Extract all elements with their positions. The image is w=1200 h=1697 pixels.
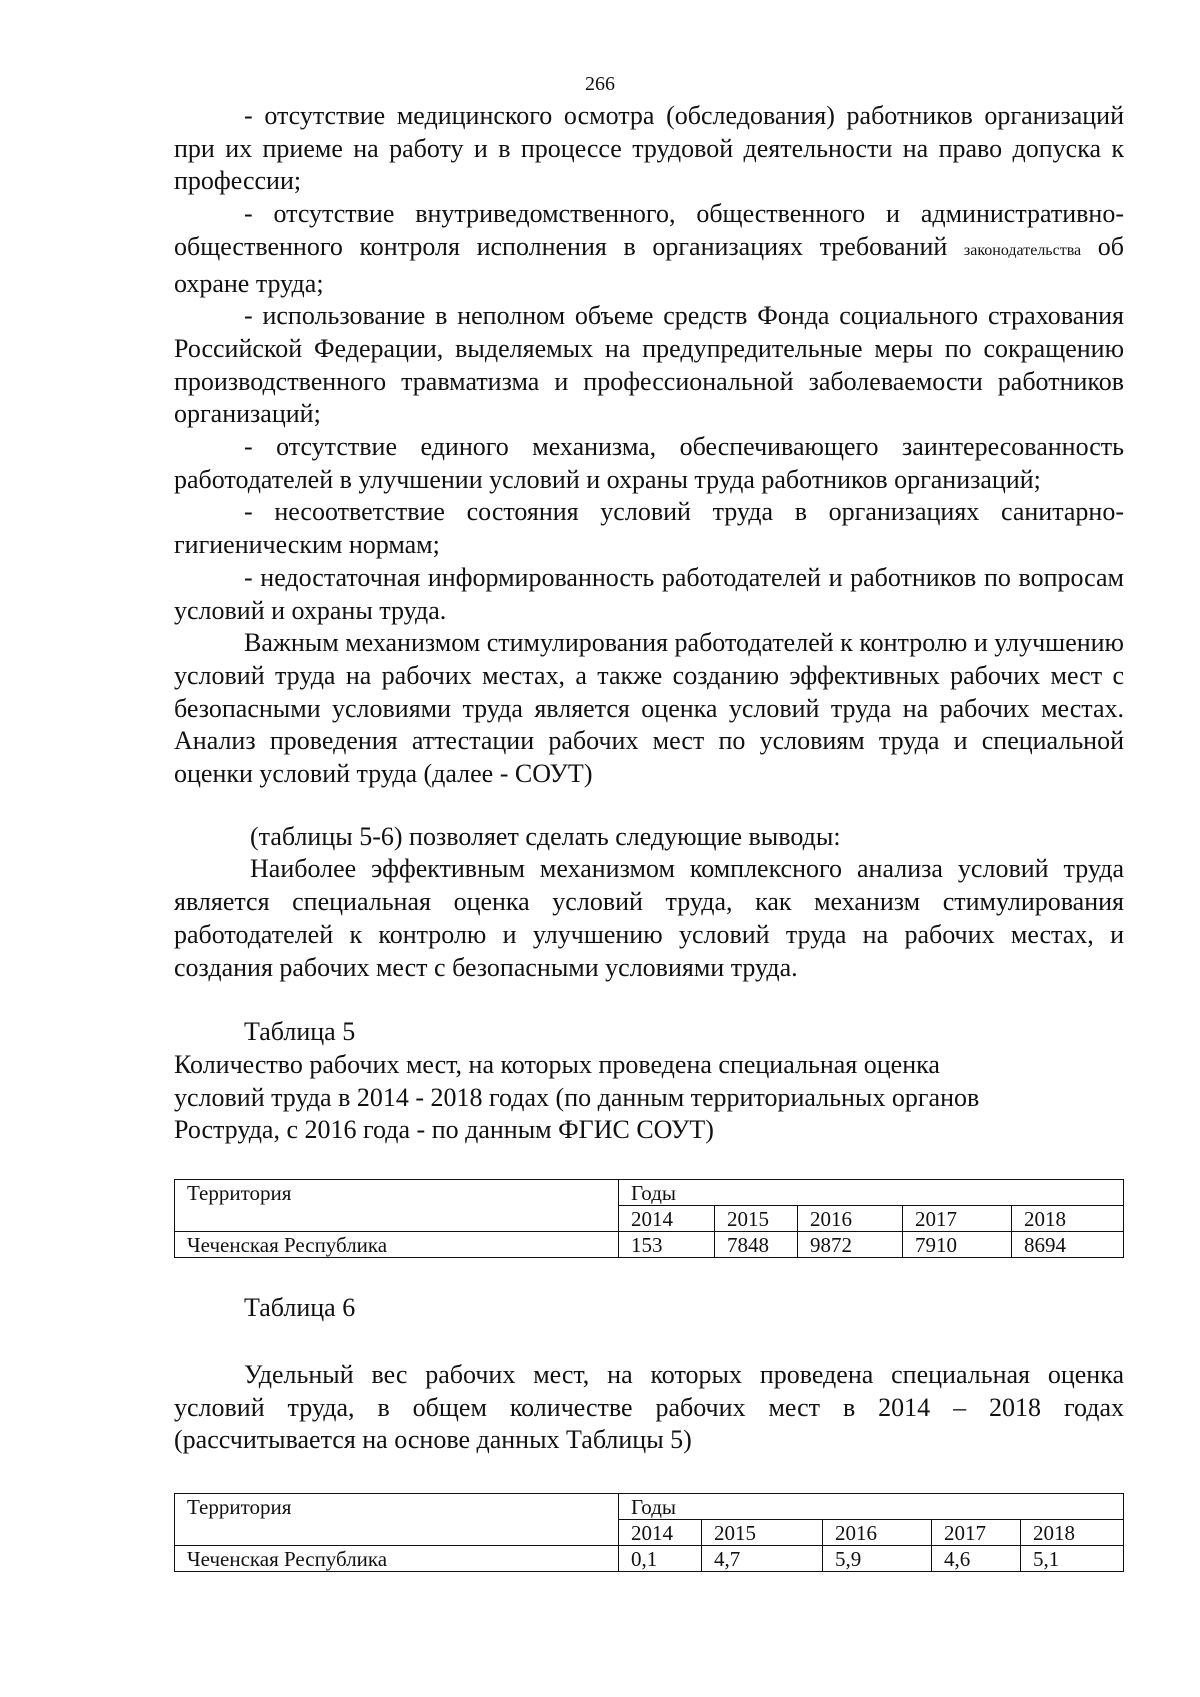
value-cell: 0,1 — [619, 1545, 702, 1571]
value-cell: 5,1 — [1021, 1545, 1124, 1571]
list-item: - использование в неполном объеме средств Фонда социального страхования Российской Федерации, выделяемых на предупредительные меры по сокращению производственного травматизма и профессиональной заболеваемости работников организаций; — [174, 301, 1124, 429]
list-item — [174, 198, 1124, 300]
value-cell: 4,6 — [932, 1545, 1021, 1571]
list-item: - отсутствие единого механизма, обеспечивающего заинтересованность работодателей в улучшении условий и охраны труда работников организаций; — [174, 432, 1124, 494]
row-territory: Чеченская Республика — [175, 1232, 619, 1258]
value-cell: 153 — [619, 1232, 715, 1258]
table6 — [174, 1493, 1124, 1572]
table5-caption — [174, 1049, 1124, 1147]
value-cell: 9872 — [798, 1232, 903, 1258]
year-cell: 2018 — [1021, 1519, 1124, 1545]
paragraph: (таблицы 5-6) позволяет сделать следующие выводы: — [250, 821, 841, 851]
caption-line: условий труда в 2014 - 2018 годах (по данным территориальных органов — [174, 1082, 980, 1112]
document-body — [174, 100, 1124, 1572]
list-item-text: - отсутствие внутриведомственного, общественного и административно-общественного контроля исполнения в организациях требований — [174, 199, 1124, 261]
caption-line: Количество рабочих мест, на которых проведена специальная оценка — [174, 1049, 940, 1079]
value-cell: 7848 — [715, 1232, 798, 1258]
list-item-text: об охране труда; — [174, 231, 1124, 298]
page-number: 266 — [585, 73, 615, 95]
value-cell: 8694 — [1012, 1232, 1124, 1258]
list-item: - отсутствие медицинского осмотра (обследования) работников организаций при их приеме на работу и в процессе трудовой деятельности на право допуска к профессии; — [174, 101, 1124, 196]
table-row — [175, 1232, 1124, 1258]
table5 — [174, 1179, 1124, 1258]
list-item: - несоответствие состояния условий труда в организациях санитарно-гигиеническим нормам; — [174, 497, 1124, 560]
table-row — [175, 1545, 1124, 1571]
year-cell: 2015 — [702, 1519, 823, 1545]
value-cell: 7910 — [903, 1232, 1012, 1258]
table6-label: Таблица 6 — [244, 1293, 356, 1323]
header-years: Годы — [619, 1180, 1124, 1206]
header-years: Годы — [619, 1493, 1124, 1519]
year-cell: 2015 — [715, 1206, 798, 1232]
caption-line: Роструда, с 2016 года - по данным ФГИС СОУТ) — [174, 1115, 714, 1145]
year-cell: 2016 — [798, 1206, 903, 1232]
row-territory: Чеченская Республика — [175, 1545, 619, 1571]
table5-label: Таблица 5 — [244, 1017, 356, 1047]
year-cell: 2014 — [619, 1519, 702, 1545]
value-cell: 4,7 — [702, 1545, 823, 1571]
paragraph: Важным механизмом стимулирования работодателей к контролю и улучшению условий труда на рабочих местах, а также созданию эффективных рабочих мест с безопасными условиями труда является оценка условий труда на рабочих местах. Анализ проведения аттестации рабочих мест по условиям труда и специальной оценки условий труда (далее - СОУТ) — [174, 628, 1124, 789]
value-cell: 5,9 — [823, 1545, 932, 1571]
list-item-small-word: законодательства — [963, 241, 1082, 259]
year-cell: 2017 — [932, 1519, 1021, 1545]
year-cell: 2018 — [1012, 1206, 1124, 1232]
header-territory: Территория — [175, 1180, 619, 1232]
year-cell: 2016 — [823, 1519, 932, 1545]
table6-caption: Удельный вес рабочих мест, на которых проведена специальная оценка условий труда, в общем количестве рабочих мест в 2014 – 2018 годах (рассчитывается на основе данных Таблицы 5) — [174, 1359, 1124, 1455]
header-territory: Территория — [175, 1493, 619, 1545]
list-item: - недостаточная информированность работодателей и работников по вопросам условий и охраны труда. — [174, 562, 1124, 625]
year-cell: 2014 — [619, 1206, 715, 1232]
paragraph: Наиболее эффективным механизмом комплексного анализа условий труда является специальная оценка условий труда, как механизм стимулирования работодателей к контролю и улучшению условий труда на рабочих местах, и создания рабочих мест с безопасными условиями труда. — [174, 854, 1124, 982]
year-cell: 2017 — [903, 1206, 1012, 1232]
